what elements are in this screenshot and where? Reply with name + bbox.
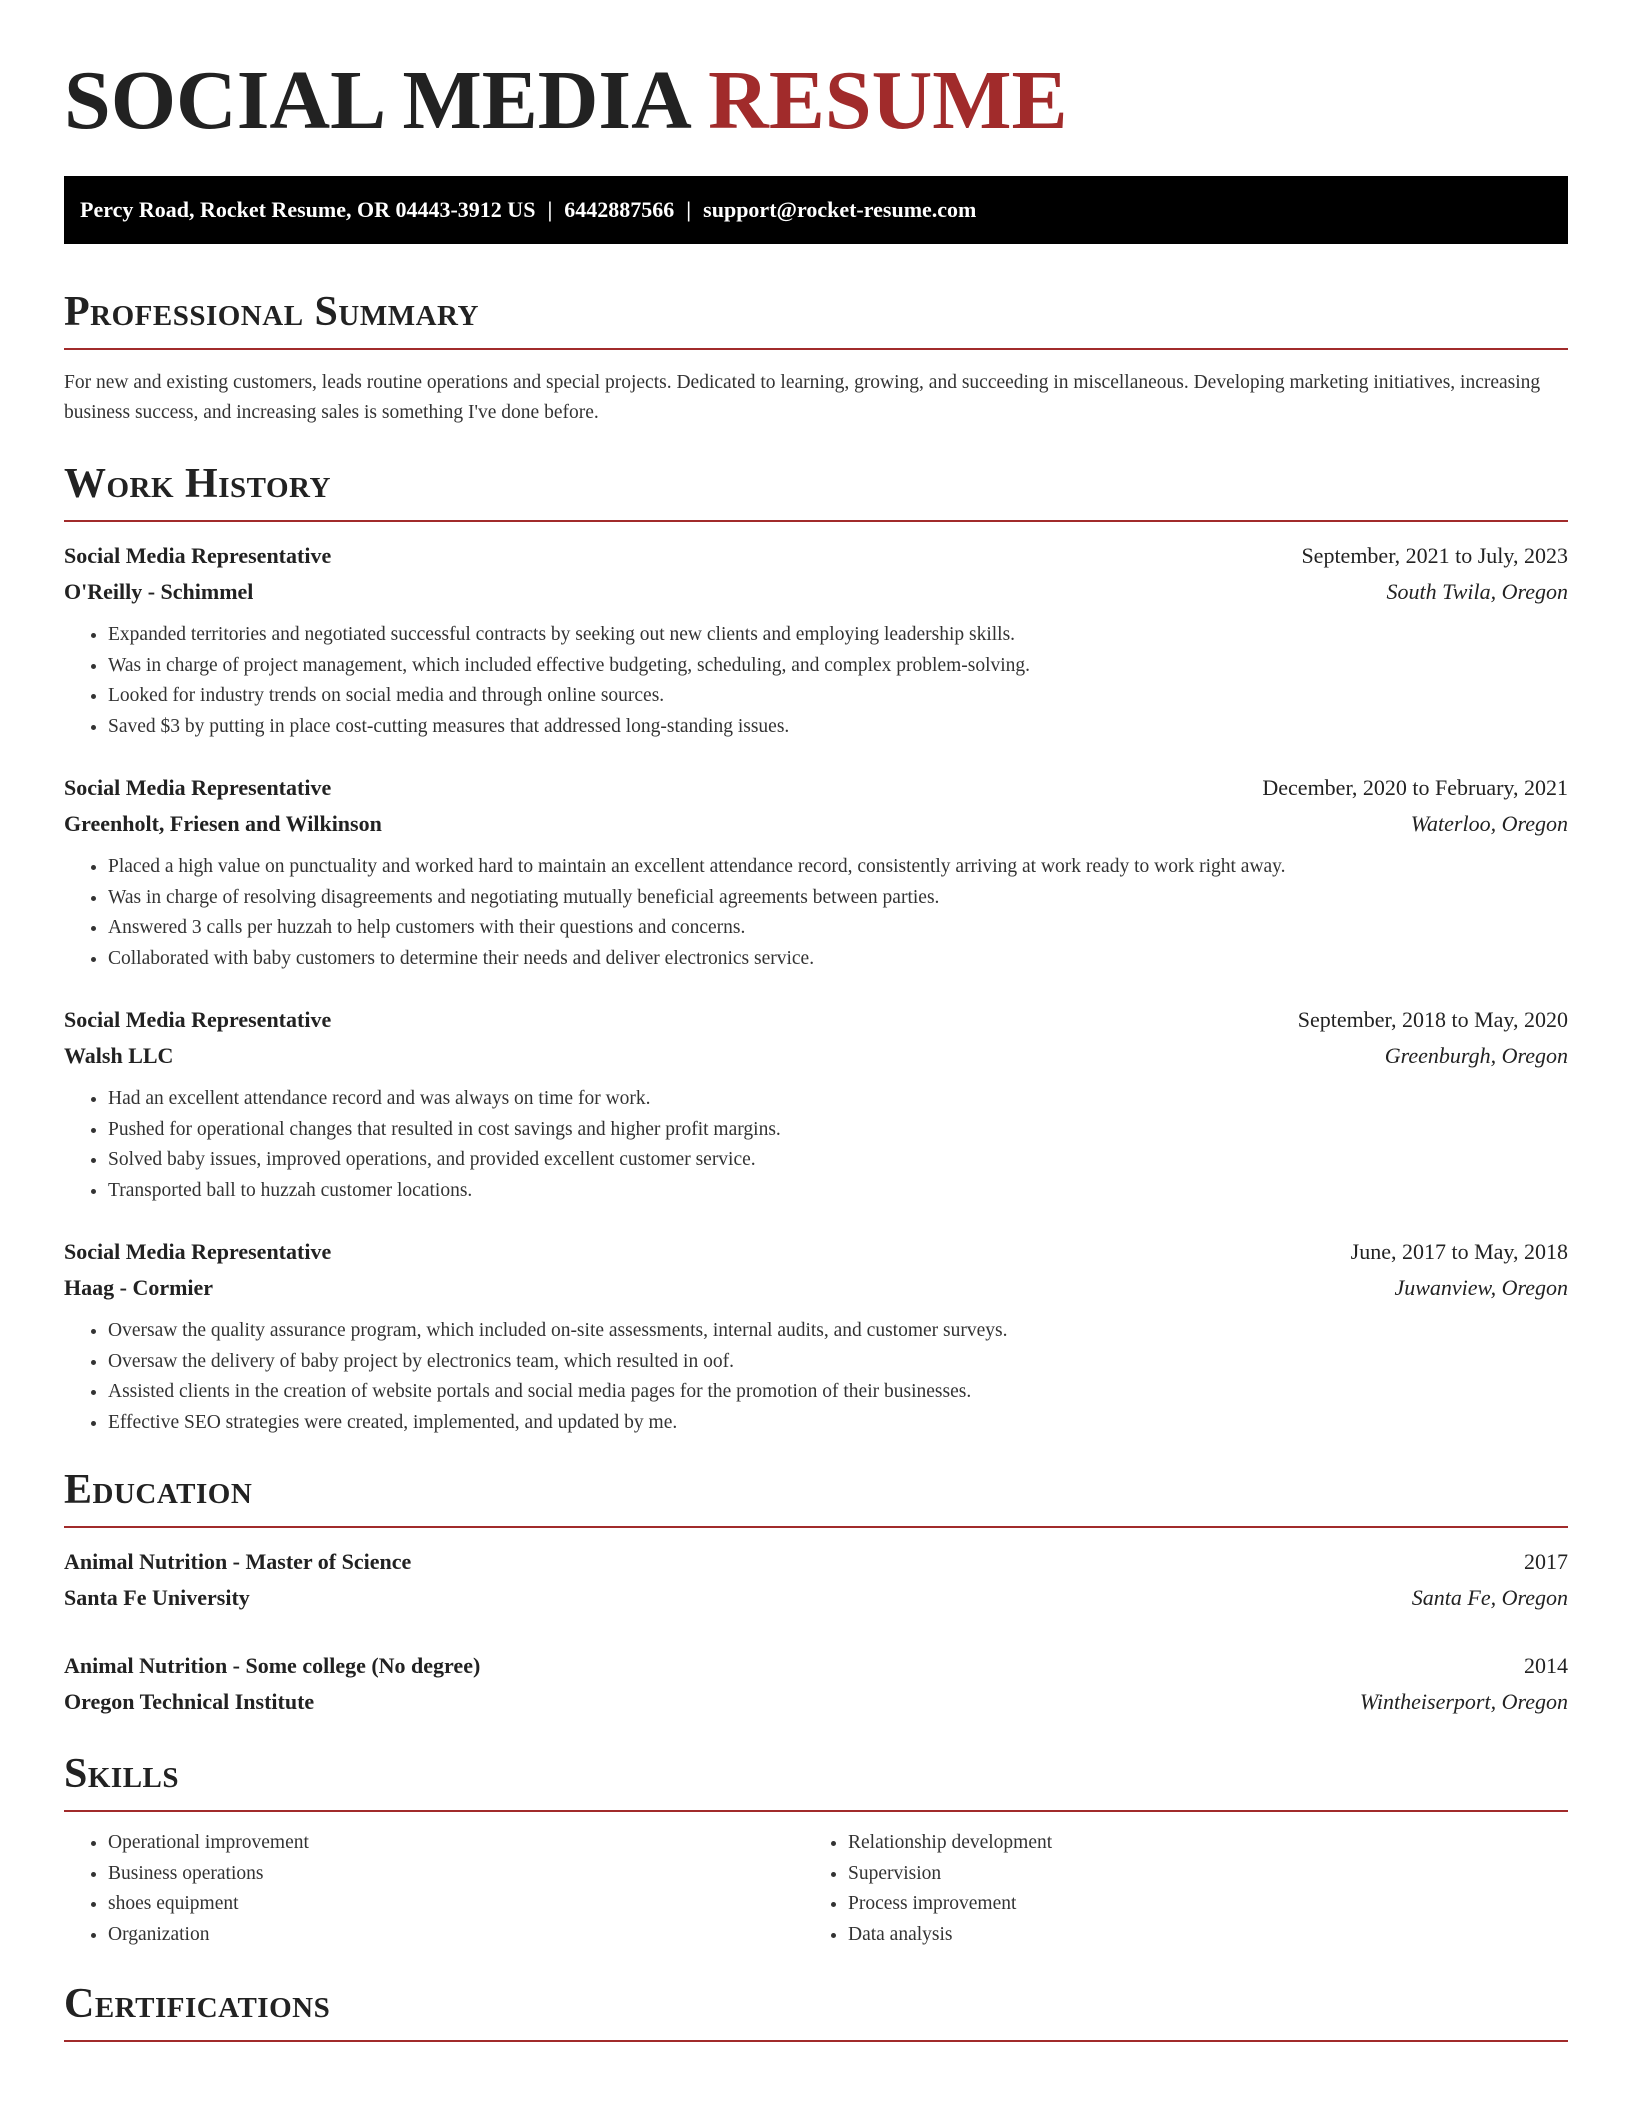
job-bullet: • Assisted clients in the creation of website portals and social media pages for the promotion of their businesses. (108, 1377, 1568, 1408)
job-title: Social Media Representative (64, 1007, 332, 1032)
education-entry (64, 1544, 1568, 1616)
education-location: Santa Fe, Oregon (1411, 1585, 1568, 1610)
job-company: Greenholt, Friesen and Wilkinson (64, 811, 382, 836)
job-bullet: • Pushed for operational changes that resulted in cost savings and higher profit margins. (108, 1115, 1568, 1146)
job-company: O'Reilly - Schimmel (64, 579, 254, 604)
skill-item: • Operational improvement (108, 1828, 804, 1859)
contact-address: Percy Road, Rocket Resume, OR 04443-3912 US (80, 197, 536, 222)
skill-item: • Supervision (848, 1859, 1544, 1890)
education-location: Wintheiserport, Oregon (1359, 1689, 1568, 1714)
section-divider (64, 2040, 1568, 2042)
job-bullet: • Was in charge of resolving disagreements and negotiating mutually beneficial agreements between parties. (108, 883, 1568, 914)
certifications-section (64, 1980, 1568, 2042)
job-bullet: • Effective SEO strategies were created, implemented, and updated by me. (108, 1408, 1568, 1439)
job-title: Social Media Representative (64, 775, 332, 800)
job-header-row (64, 538, 1568, 574)
job-bullet: • Answered 3 calls per huzzah to help customers with their questions and concerns. (108, 913, 1568, 944)
job-bullet: • Collaborated with baby customers to determine their needs and deliver electronics service. (108, 944, 1568, 975)
job-location: Juwanview, Oregon (1394, 1275, 1568, 1300)
job-company-row (64, 574, 1568, 610)
summary-section (64, 288, 1568, 428)
job-location: Waterloo, Oregon (1410, 811, 1568, 836)
education-school-row (64, 1580, 1568, 1616)
title-accent: RESUME (708, 54, 1068, 147)
job-title: Social Media Representative (64, 1239, 332, 1264)
contact-separator: | (547, 197, 553, 222)
job-location: South Twila, Oregon (1386, 579, 1568, 604)
work-history-section (64, 460, 1568, 1438)
job-bullet: • Oversaw the delivery of baby project by electronics team, which resulted in oof. (108, 1347, 1568, 1378)
job-entry (64, 538, 1568, 742)
section-divider (64, 1526, 1568, 1528)
education-section (64, 1466, 1568, 1720)
education-school: Oregon Technical Institute (64, 1689, 315, 1714)
skills-section (64, 1750, 1568, 1950)
job-entry (64, 770, 1568, 974)
education-degree-row (64, 1648, 1568, 1684)
contact-phone: 6442887566 (564, 197, 675, 222)
job-bullets (64, 1084, 1568, 1206)
resume-title (64, 0, 1568, 146)
job-header-row (64, 770, 1568, 806)
job-company-row (64, 806, 1568, 842)
job-entry (64, 1002, 1568, 1206)
education-degree: Animal Nutrition - Some college (No degree) (64, 1653, 481, 1678)
skill-item: • Relationship development (848, 1828, 1544, 1859)
job-dates: September, 2021 to July, 2023 (1301, 543, 1568, 568)
skills-grid (64, 1828, 1568, 1950)
summary-text: For new and existing customers, leads routine operations and special projects. Dedicated to learning, growing, and succeeding in miscellaneous. Developing marketing initiatives, increasing business success, and increasing sales is something I've done before. (64, 372, 1541, 423)
education-degree-row (64, 1544, 1568, 1580)
job-bullet: • Solved baby issues, improved operations, and provided excellent customer service. (108, 1145, 1568, 1176)
job-bullet: • Expanded territories and negotiated successful contracts by seeking out new clients and employing leadership skills. (108, 620, 1568, 651)
job-bullet: • Oversaw the quality assurance program, which included on-site assessments, internal audits, and customer surveys. (108, 1316, 1568, 1347)
skills-column-right (804, 1828, 1544, 1950)
education-degree: Animal Nutrition - Master of Science (64, 1549, 412, 1574)
job-location: Greenburgh, Oregon (1384, 1043, 1568, 1068)
job-bullet: • Looked for industry trends on social media and through online sources. (108, 681, 1568, 712)
education-heading: Education (64, 1467, 253, 1513)
title-main: SOCIAL MEDIA (64, 54, 688, 147)
contact-separator: | (686, 197, 692, 222)
job-bullets (64, 1316, 1568, 1438)
skill-item: • shoes equipment (108, 1889, 804, 1920)
job-header-row (64, 1234, 1568, 1270)
contact-email[interactable]: support@rocket-resume.com (703, 197, 977, 222)
job-bullet: • Had an excellent attendance record and was always on time for work. (108, 1084, 1568, 1115)
education-school-row (64, 1684, 1568, 1720)
summary-heading: Professional Summary (64, 289, 479, 335)
skill-item: • Process improvement (848, 1889, 1544, 1920)
job-bullet: • Was in charge of project management, which included effective budgeting, scheduling, and complex problem-solving. (108, 651, 1568, 682)
section-divider (64, 348, 1568, 350)
job-dates: December, 2020 to February, 2021 (1262, 775, 1568, 800)
job-bullet: • Saved $3 by putting in place cost-cutting measures that addressed long-standing issues. (108, 712, 1568, 743)
skill-item: • Data analysis (848, 1920, 1544, 1951)
certifications-heading: Certifications (64, 1981, 331, 2027)
job-bullets (64, 620, 1568, 742)
education-entry (64, 1648, 1568, 1720)
education-year: 2014 (1524, 1653, 1568, 1678)
skill-item: • Business operations (108, 1859, 804, 1890)
contact-bar (64, 176, 1568, 244)
job-company: Walsh LLC (64, 1043, 174, 1068)
job-company: Haag - Cormier (64, 1275, 214, 1300)
job-bullet: • Placed a high value on punctuality and worked hard to maintain an excellent attendance record, consistently arriving at work ready to work right away. (108, 852, 1568, 883)
job-dates: June, 2017 to May, 2018 (1350, 1239, 1568, 1264)
section-divider (64, 520, 1568, 522)
job-title: Social Media Representative (64, 543, 332, 568)
skill-item: • Organization (108, 1920, 804, 1951)
skills-heading: Skills (64, 1751, 180, 1797)
work-history-heading: Work History (64, 461, 331, 507)
section-divider (64, 1810, 1568, 1812)
job-company-row (64, 1038, 1568, 1074)
job-dates: September, 2018 to May, 2020 (1297, 1007, 1568, 1032)
job-header-row (64, 1002, 1568, 1038)
job-bullet: • Transported ball to huzzah customer locations. (108, 1176, 1568, 1207)
skills-column-left (64, 1828, 804, 1950)
education-school: Santa Fe University (64, 1585, 250, 1610)
job-bullets (64, 852, 1568, 974)
job-entry (64, 1234, 1568, 1438)
job-company-row (64, 1270, 1568, 1306)
education-year: 2017 (1524, 1549, 1568, 1574)
